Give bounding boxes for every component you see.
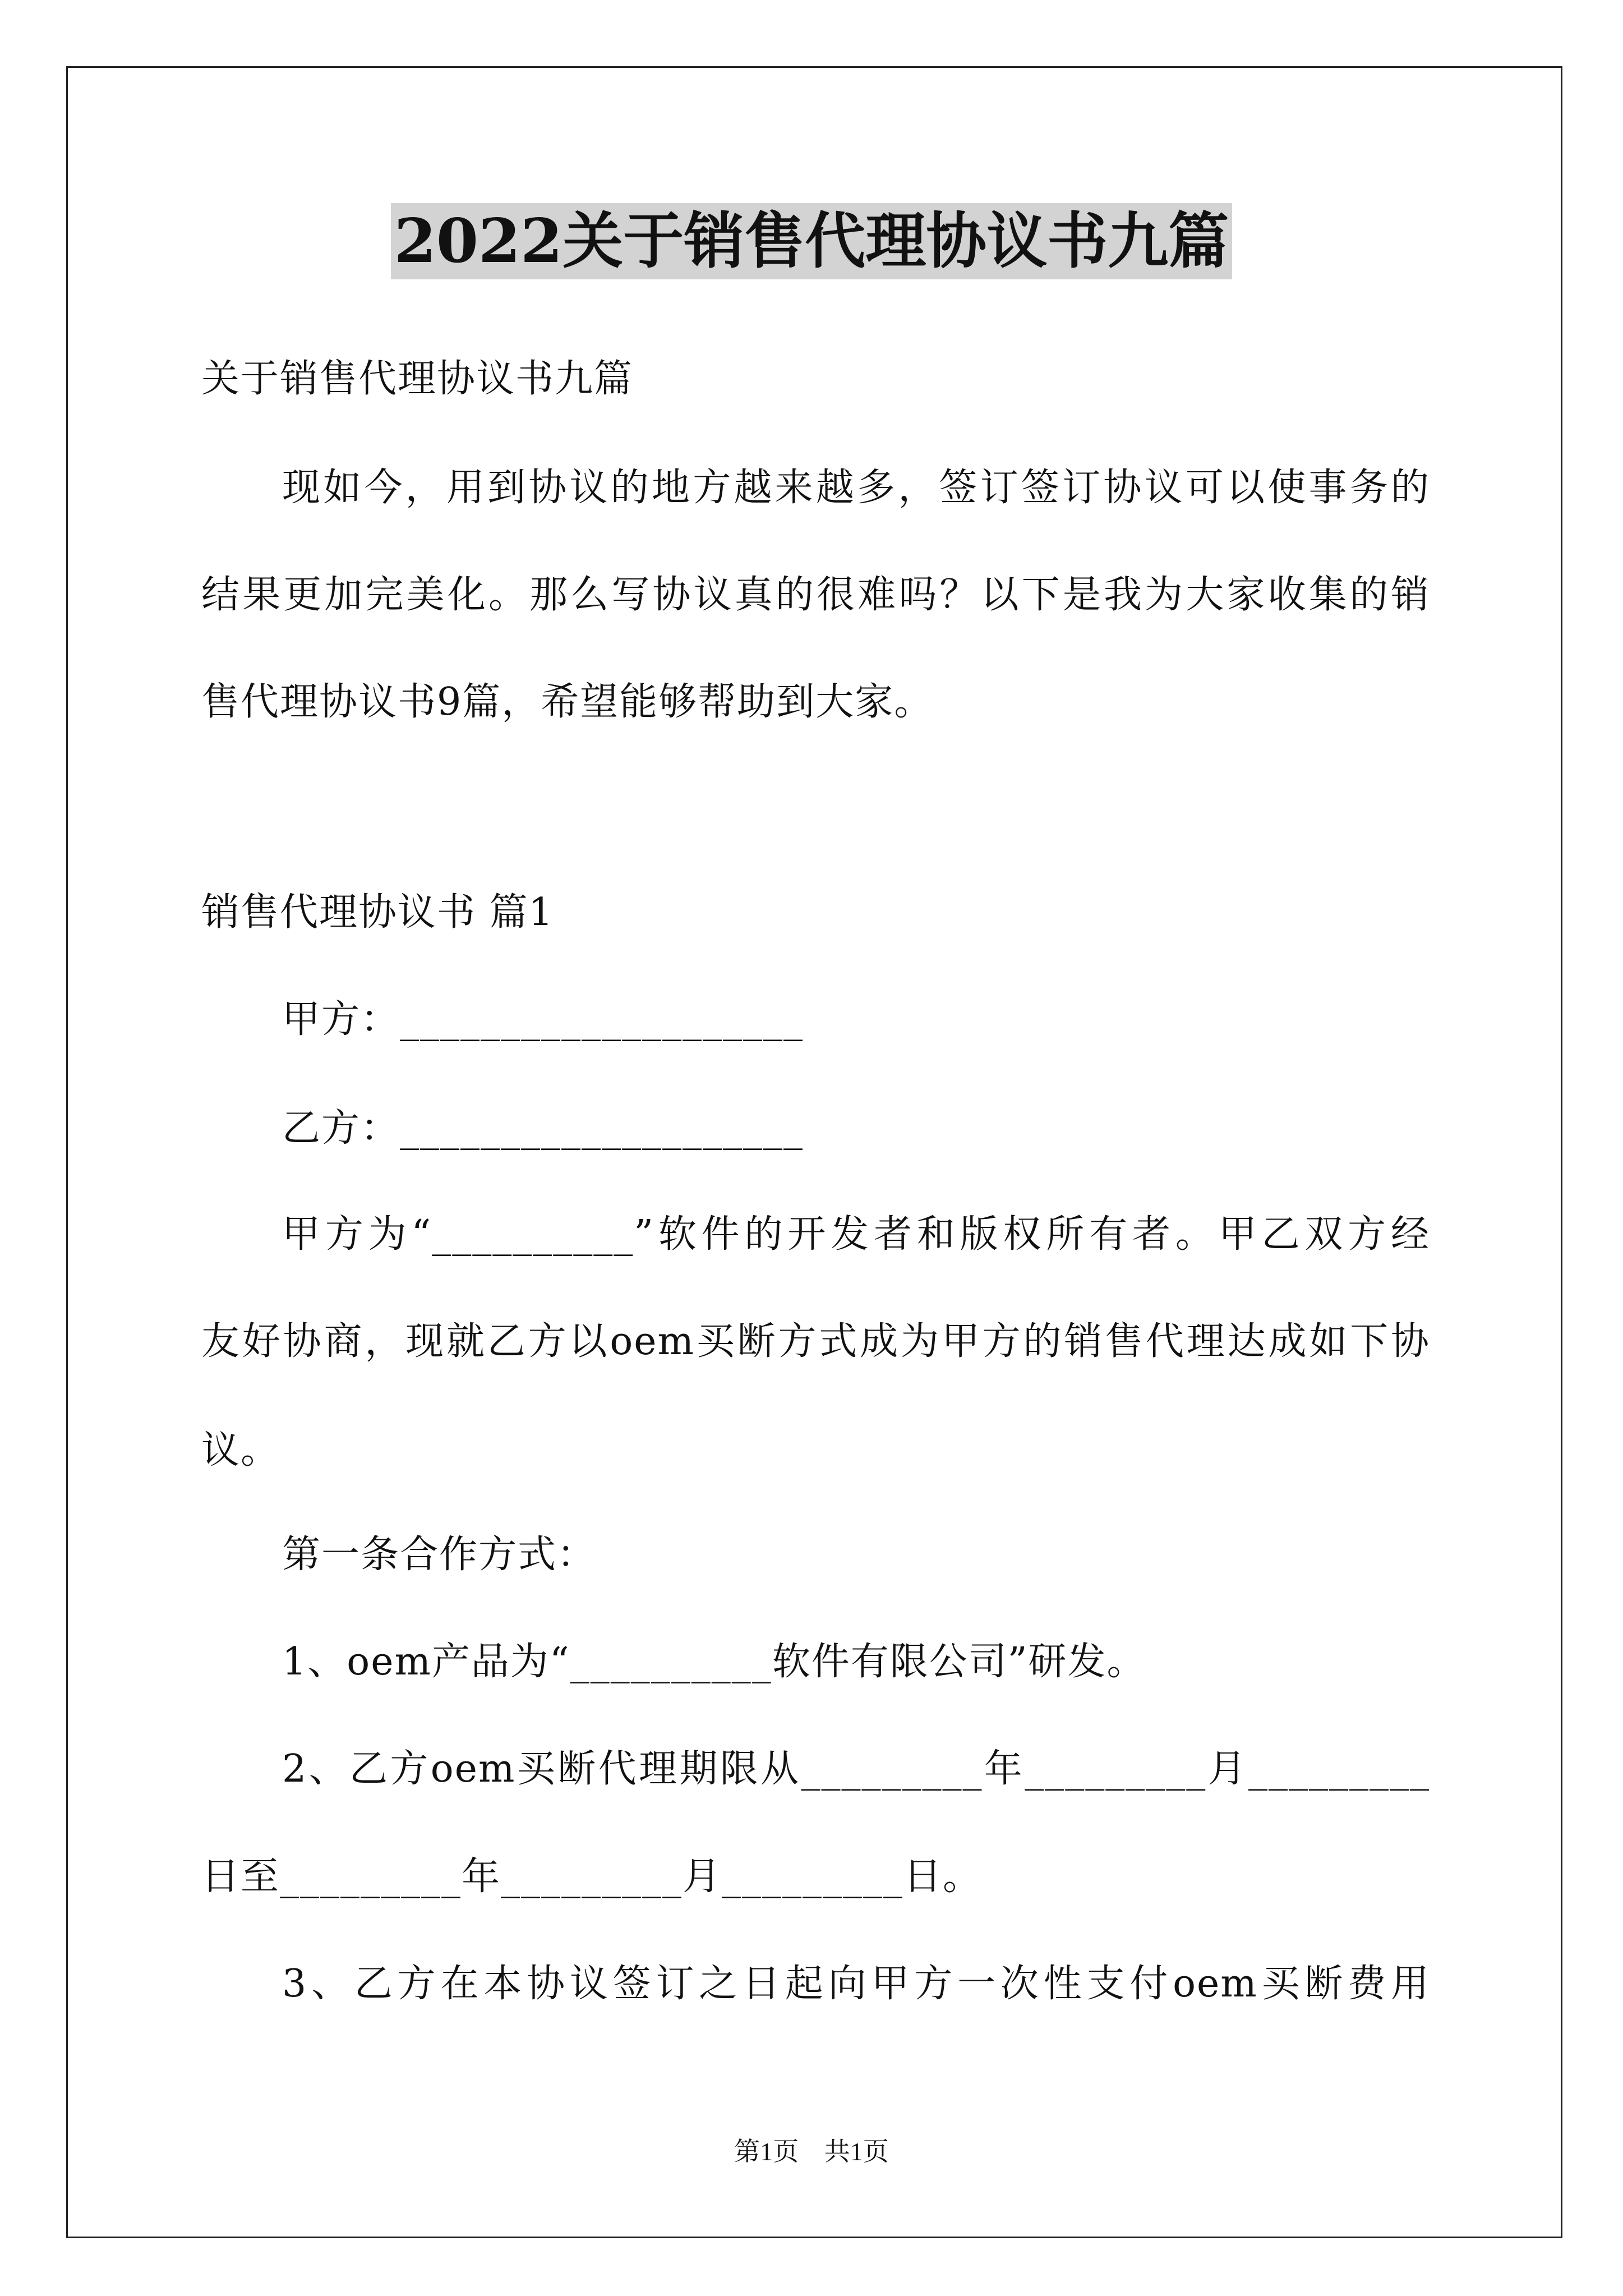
intro-line: 现如今，用到协议的地方越来越多，签订签订协议可以使事务的 (282, 466, 1430, 510)
document-title: 2022关于销售代理协议书九篇 (391, 203, 1233, 279)
preamble-line: 甲方为“__________”软件的开发者和版权所有者。甲乙双方经 (282, 1212, 1430, 1257)
page-footer: 第1页 共1页 (734, 2137, 889, 2166)
party-a-field: 甲方：____________________ (282, 997, 804, 1042)
preamble-line: 议。 (201, 1428, 280, 1473)
intro-line: 结果更加完美化。那么写协议真的很难吗？以下是我为大家收集的销 (201, 573, 1430, 617)
clause-2-line: 日至_________年_________月_________日。 (201, 1855, 983, 1899)
clause-3: 3、乙方在本协议签订之日起向甲方一次性支付oem买断费用 (282, 1962, 1430, 2006)
section-title: 销售代理协议书 篇1 (201, 890, 554, 935)
clause-2-line: 2、乙方oem买断代理期限从_________年_________月_________ (282, 1747, 1430, 1791)
document-heading: 关于销售代理协议书九篇 (201, 357, 634, 401)
party-b-field: 乙方：____________________ (282, 1106, 804, 1151)
clause-1: 1、oem产品为“__________软件有限公司”研发。 (282, 1640, 1146, 1684)
article-1-title: 第一条合作方式： (282, 1533, 597, 1577)
preamble-line: 友好协商，现就乙方以oem买断方式成为甲方的销售代理达成如下协 (201, 1319, 1430, 1364)
title-block (0, 203, 1623, 279)
intro-line: 售代理协议书9篇，希望能够帮助到大家。 (201, 680, 934, 724)
